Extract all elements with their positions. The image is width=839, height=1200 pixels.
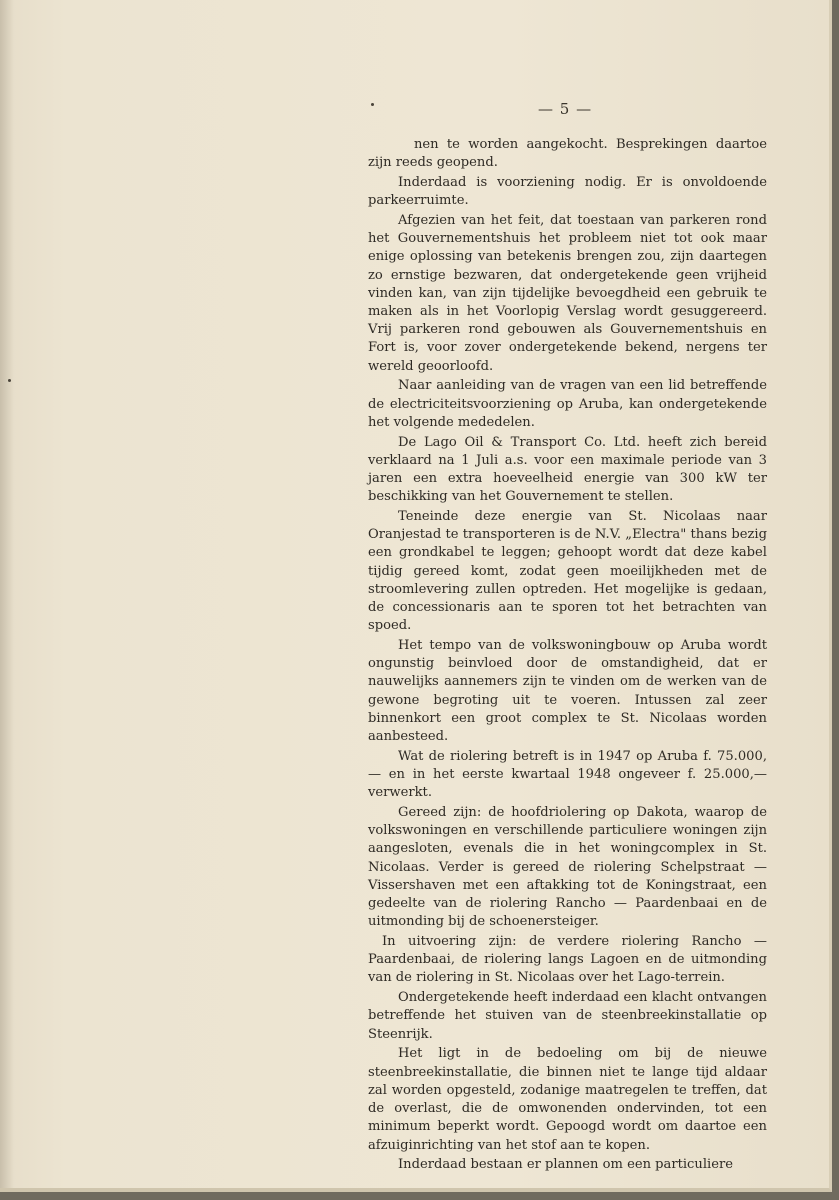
page-edge-shadow [0, 0, 14, 1188]
paper-speck [371, 103, 374, 106]
paragraph: Inderdaad is voorziening nodig. Er is onvoldoende parkeerruimte. [368, 175, 767, 209]
paragraph: In uitvoering zijn: de verdere riolering Rancho — Paardenbaai, de riolering langs Lagoen en de uitmonding van de riolering in St. Nicolaas over het Lago-terrein. [368, 934, 767, 986]
page-number: — 5 — [538, 100, 593, 118]
paragraph: Afgezien van het feit, dat toestaan van parkeren rond het Gouvernementshuis het probleem niet tot ook maar enige oplossing van betekenis brengen zou, zijn daartegen zo ernstige bezwaren, dat ondergetekende geen vrijheid vinden kan, van zijn tijdelijke bevoegdheid een gebruik te maken als in het Voorlopig Verslag wordt gesuggereerd. Vrij parkeren rond gebouwen als Gouvernementshuis en Fort is, voor zover ondergetekende bekend, nergens ter wereld geoorloofd. [368, 213, 767, 374]
paragraph: nen te worden aangekocht. Besprekingen daartoe zijn reeds geopend. [368, 137, 767, 171]
paragraph: Het ligt in de bedoeling om bij de nieuwe steenbreekinstallatie, die binnen niet te lange tijd aldaar zal worden opgesteld, zodanige maatregelen te treffen, dat de overlast, die de omwonenden ondervinden, tot een minimum beperkt wordt. Gepoogd wordt om daartoe een afzuiginrichting van het stof aan te kopen. [368, 1046, 767, 1153]
paragraph: De Lago Oil & Transport Co. Ltd. heeft zich bereid verklaard na 1 Juli a.s. voor een maximale periode van 3 jaren een extra hoeveelheid energie van 300 kW ter beschikking van het Gouvernement te stellen. [368, 434, 767, 505]
body-text [368, 136, 767, 1176]
paragraph: Ondergetekende heeft inderdaad een klacht ontvangen betreffende het stuiven van de steenbreekinstallatie op Steenrijk. [368, 990, 767, 1042]
paragraph: Het tempo van de volkswoningbouw op Aruba wordt ongunstig beinvloed door de omstandigheid, dat er nauwelijks aannemers zijn te vinden om de werken van de gewone begroting uit te voeren. Intussen zal zeer binnenkort een groot complex te St. Nicolaas worden aanbesteed. [368, 638, 767, 745]
paragraph: Naar aanleiding van de vragen van een lid betreffende de electriciteitsvoorziening op Aruba, kan ondergetekende het volgende mededelen. [368, 378, 767, 430]
paragraph: Wat de riolering betreft is in 1947 op Aruba f. 75.000,— en in het eerste kwartaal 1948 ongeveer f. 25.000,— verwerkt. [368, 748, 767, 801]
paragraph: Gereed zijn: de hoofdriolering op Dakota, waarop de volkswoningen en verschillende particuliere woningen zijn aangesloten, evenals die in het woningcomplex in St. Nicolaas. Verder is gereed de riolering Schelpstraat — Vissershaven met een aftakking tot de Koningstraat, een gedeelte van de riolering Rancho — Paardenbaai en de uitmonding bij de schoenersteiger. [368, 805, 767, 930]
paragraph: Inderdaad bestaan er plannen om een particuliere [398, 1157, 733, 1173]
paper-speck [8, 379, 11, 382]
paragraph: Teneinde deze energie van St. Nicolaas naar Oranjestad te transporteren is de N.V. „Electra" thans bezig een grondkabel te leggen; gehoopt wordt dat deze kabel tijdig gereed komt, zodat geen moeilijkheden met de stroomlevering zullen optreden. Het mogelijke is gedaan, de concessionaris aan te sporen tot het betrachten van spoed. [368, 509, 767, 634]
